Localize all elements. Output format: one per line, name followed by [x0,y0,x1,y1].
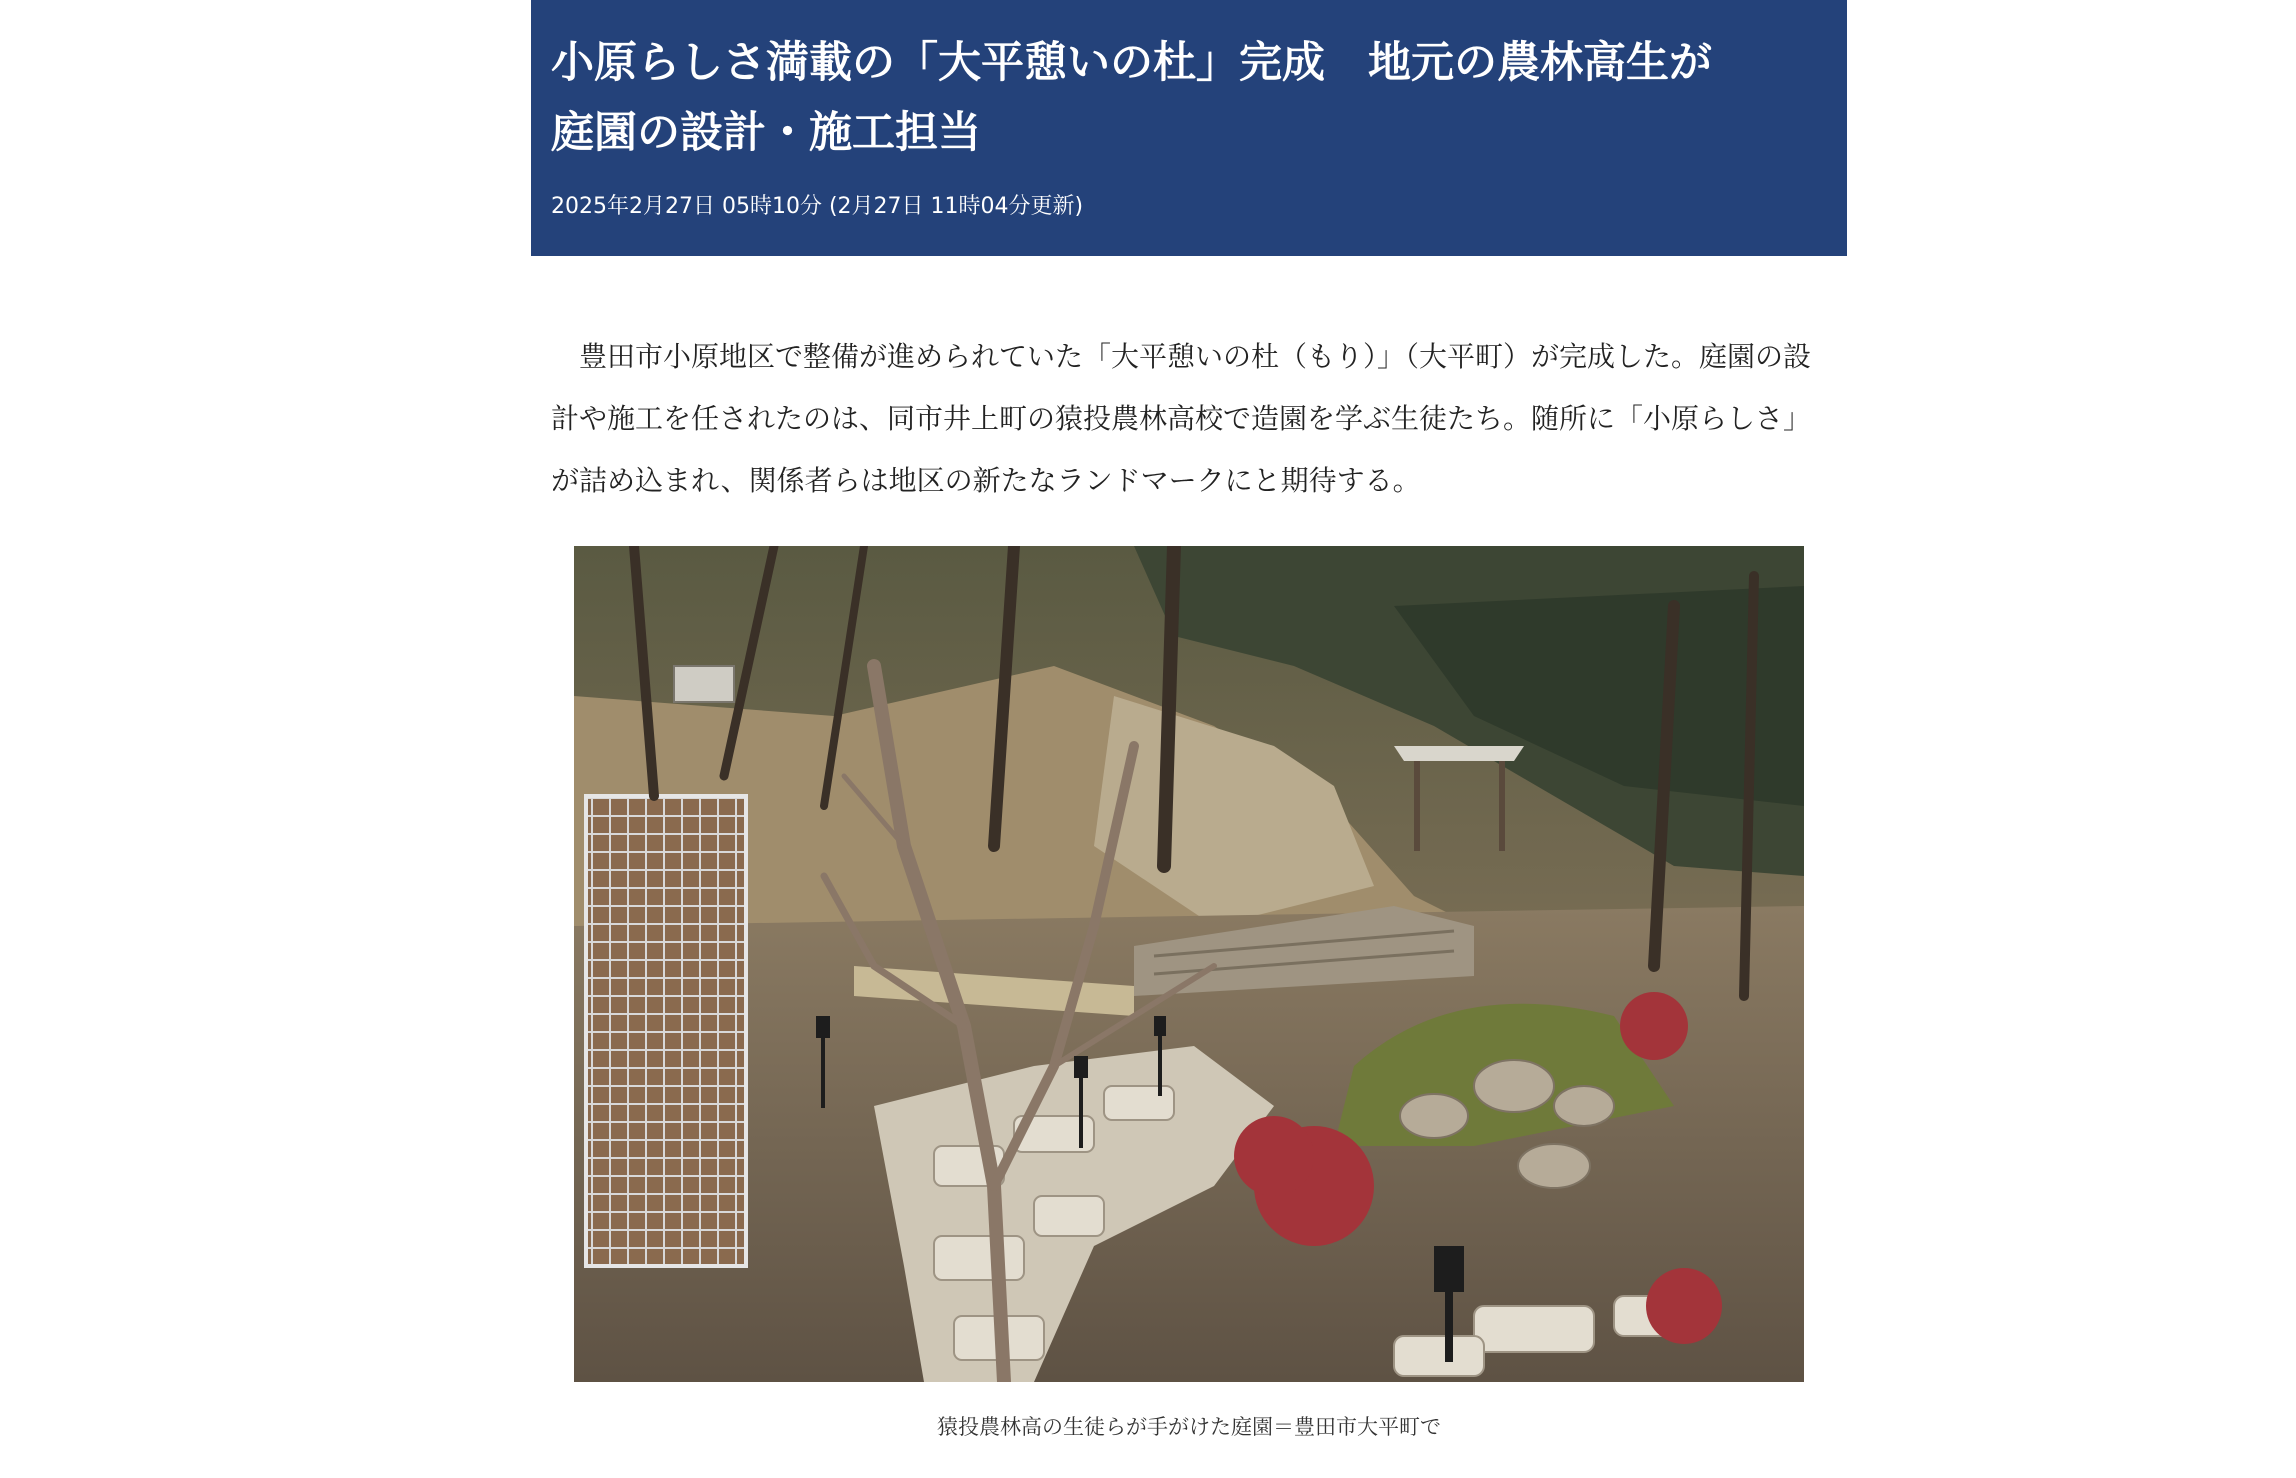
headline-line-2: 庭園の設計・施工担当 [551,108,981,158]
article-photo [574,546,1804,1382]
photo-caption: 猿投農林高の生徒らが手がけた庭園＝豊田市大平町で [937,1415,1441,1439]
news-article [531,0,1847,1439]
garden-photo-illustration [574,546,1804,1382]
article-header [531,0,1847,256]
article-headline [551,28,1827,168]
article-lead-paragraph: 豊田市小原地区で整備が進められていた「大平憩いの杜（もり）」（大平町）が完成した。庭園の設計や施工を任されたのは、同市井上町の猿投農林高校で造園を学ぶ生徒たち。随所に「小原らしさ」が詰め込まれ、関係者らは地区の新たなランドマークにと期待する。 [551,340,1812,497]
article-dateline: 2025年2月27日 05時10分 (2月27日 11時04分更新) [551,194,1084,219]
headline-line-1: 小原らしさ満載の「大平憩いの杜」完成 地元の農林高生が [551,38,1712,88]
